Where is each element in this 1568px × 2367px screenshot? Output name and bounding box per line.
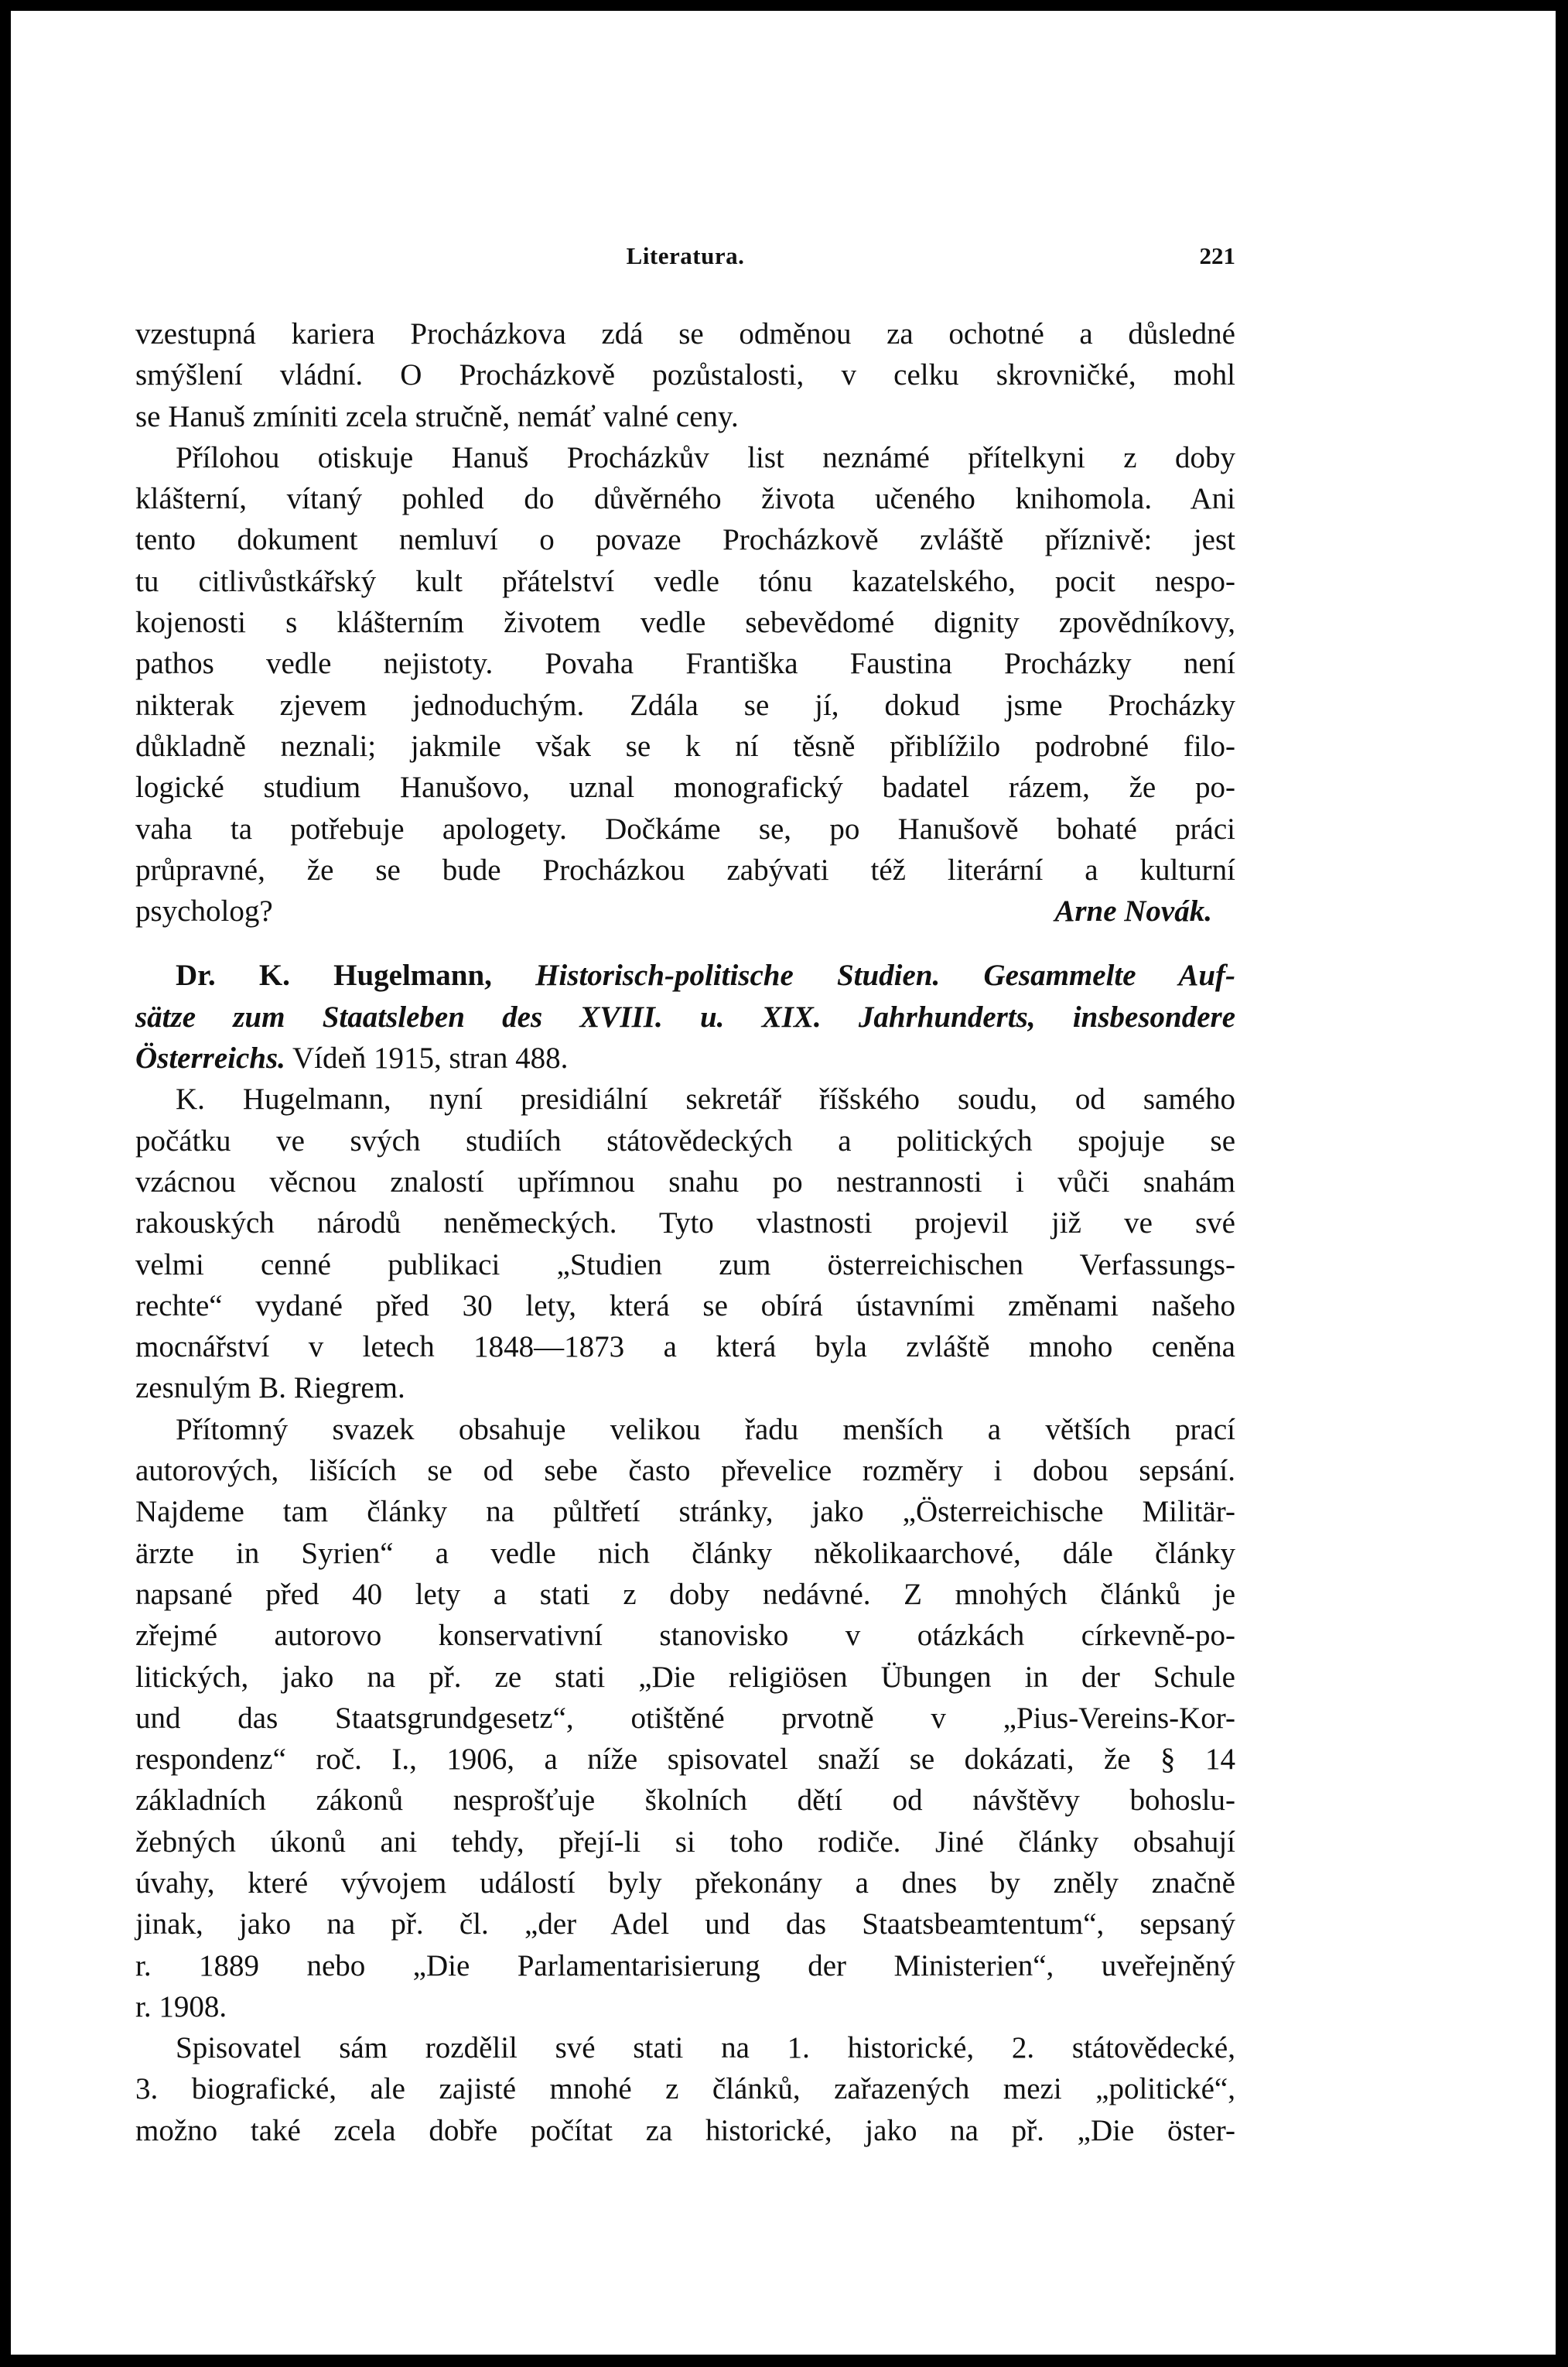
text-line: tu citlivůstkářský kult přátelství vedle tónu kazatelského, pocit nespo- xyxy=(135,564,1235,598)
text-line: vzestupná kariera Procházkova zdá se odměnou za ochotné a důsledné xyxy=(135,317,1235,351)
text-line: průpravné, že se bude Procházkou zabývati též literární a kulturní xyxy=(135,853,1235,887)
text-line: logické studium Hanušovo, uznal monografický badatel rázem, že po- xyxy=(135,771,1235,805)
text-line: mocnářství v letech 1848—1873 a která byla zvláště mnoho ceněna xyxy=(135,1330,1235,1364)
text-line: rakouských národů neněmeckých. Tyto vlastnosti projevil již ve své xyxy=(135,1206,1235,1240)
text-line: tento dokument nemluví o povaze Procházkově zvláště příznivě: jest xyxy=(135,523,1235,557)
book-publication-info: Vídeň 1915, stran 488. xyxy=(292,1042,569,1076)
text-line: velmi cenné publikaci „Studien zum österreichischen Verfassungs- xyxy=(135,1247,1235,1281)
book-title-part: Historisch-politische Studien. Gesammelte Auf- xyxy=(535,959,1235,993)
book-citation-line xyxy=(135,1038,1235,1079)
text-line: nikterak zjevem jednoduchým. Zdála se jí, dokud jsme Procházky xyxy=(135,688,1235,722)
text-line: zesnulým B. Riegrem. xyxy=(135,1371,405,1405)
text-line: jinak, jako na př. čl. „der Adel und das Staatsbeamtentum“, sepsaný xyxy=(135,1907,1235,1941)
text-line-with-signature xyxy=(135,891,1235,932)
text-line: kojenosti s klášterním životem vedle sebevědomé dignity zpovědníkovy, xyxy=(135,606,1235,640)
book-title-part: Österreichs. xyxy=(135,1042,285,1076)
text-line: r. 1908. xyxy=(135,1989,227,2023)
text-line: se Hanuš zmíniti zcela stručně, nemáť valné ceny. xyxy=(135,399,739,433)
text-line: Přítomný svazek obsahuje velikou řadu menších a větších prací xyxy=(176,1412,1235,1446)
text-line: Spisovatel sám rozdělil své stati na 1. historické, 2. státovědecké, xyxy=(176,2031,1235,2065)
text-line: zřejmé autorovo konservativní stanovisko v otázkách církevně-po- xyxy=(135,1619,1235,1653)
review-hugelmann-section xyxy=(135,955,1235,2151)
book-title-line: sätze zum Staatsleben des XVIII. u. XIX. Jahrhunderts, insbesondere xyxy=(135,1000,1235,1034)
review-prochazka-section xyxy=(135,313,1235,932)
page-number: 221 xyxy=(1199,242,1235,269)
final-phrase: psycholog? xyxy=(135,894,273,929)
text-line: možno také zcela dobře počítat za historické, jako na př. „Die öster- xyxy=(135,2113,1235,2147)
text-line: úvahy, které vývojem událostí byly překonány a dnes by zněly značně xyxy=(135,1866,1235,1900)
text-line: autorových, lišících se od sebe často převelice rozměry i dobou sepsání. xyxy=(135,1454,1235,1488)
text-line: rechte“ vydané před 30 lety, která se obírá ústavními změnami našeho xyxy=(135,1288,1235,1322)
text-line: respondenz“ roč. I., 1906, a níže spisovatel snaží se dokázati, že § 14 xyxy=(135,1743,1235,1777)
text-line: klášterní, vítaný pohled do důvěrného života učeného knihomola. Ani xyxy=(135,482,1235,516)
text-line: pathos vedle nejistoty. Povaha Františka Faustina Procházky není xyxy=(135,647,1235,681)
text-line: K. Hugelmann, nyní presidiální sekretář říšského soudu, od samého xyxy=(176,1083,1235,1117)
text-line: počátku ve svých studiích státovědeckých a politických spojuje se xyxy=(135,1124,1235,1158)
text-line: vzácnou věcnou znalostí upřímnou snahu po nestrannosti i vůči snahám xyxy=(135,1165,1235,1199)
text-line: vaha ta potřebuje apologety. Dočkáme se, po Hanušově bohaté práci xyxy=(135,812,1235,846)
text-line: litických, jako na př. ze stati „Die religiösen Übungen in der Schule xyxy=(135,1660,1235,1694)
book-citation-line xyxy=(135,955,1235,996)
book-author: Dr. K. Hugelmann, xyxy=(176,959,492,993)
text-line: Přílohou otiskuje Hanuš Procházkův list neznámé přítelkyni z doby xyxy=(176,440,1235,474)
running-title: Literatura. xyxy=(626,242,745,269)
text-line: smýšlení vládní. O Procházkově pozůstalosti, v celku skrovničké, mohl xyxy=(135,358,1235,392)
text-line: napsané před 40 lety a stati z doby nedávné. Z mnohých článků je xyxy=(135,1577,1235,1611)
page-header xyxy=(135,242,1235,276)
page-body xyxy=(135,313,1235,2151)
text-line: důkladně neznali; jakmile však se k ní těsně přiblížilo podrobné filo- xyxy=(135,729,1235,763)
text-line: 3. biografické, ale zajisté mnohé z článků, zařazených mezi „politické“, xyxy=(135,2072,1235,2106)
text-line: Najdeme tam články na půltřetí stránky, jako „Österreichische Militär- xyxy=(135,1495,1235,1529)
text-line: žebných úkonů ani tehdy, přejí-li si toho rodiče. Jiné články obsahují xyxy=(135,1825,1235,1859)
text-line: základních zákonů nesprošťuje školních dětí od návštěvy bohoslu- xyxy=(135,1784,1235,1818)
text-line: r. 1889 nebo „Die Parlamentarisierung der Ministerien“, uveřejněný xyxy=(135,1948,1235,1982)
text-line: ärzte in Syrien“ a vedle nich články několikaarchové, dále články xyxy=(135,1536,1235,1570)
text-line: und das Staatsgrundgesetz“, otištěné prvotně v „Pius-Vereins-Kor- xyxy=(135,1701,1235,1735)
review-signature: Arne Novák. xyxy=(1054,894,1212,929)
